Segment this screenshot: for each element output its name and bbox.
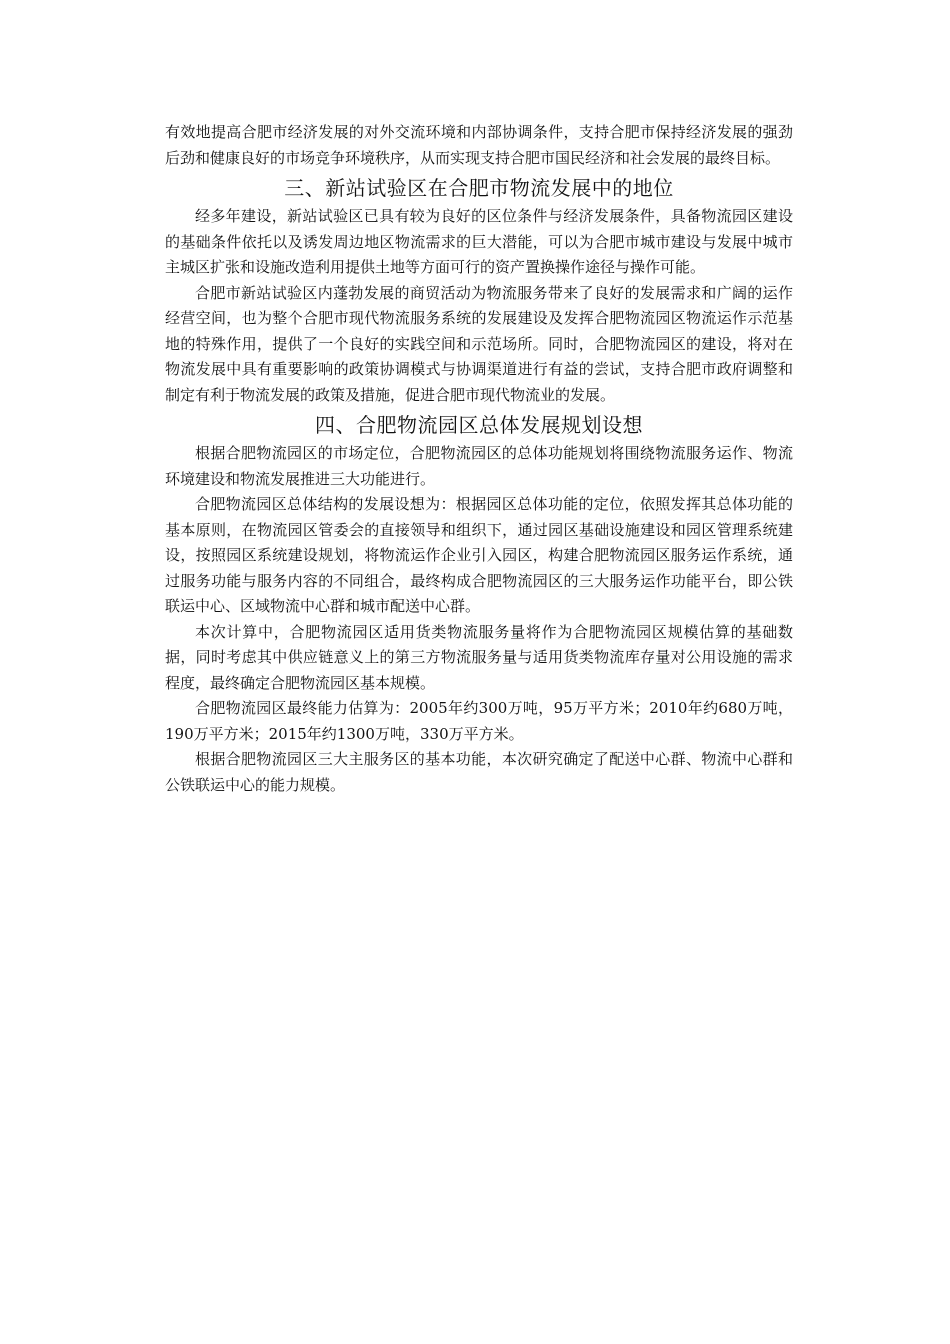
section-4-paragraph-3: 本次计算中，合肥物流园区适用货类物流服务量将作为合肥物流园区规模估算的基础数据，同时考虑其中供应链意义上的第三方物流服务量与适用货类物流库存量对公用设施的需求程度，最终确定合肥物流园区基本规模。 — [165, 622, 793, 692]
section-4-paragraph-5: 根据合肥物流园区三大主服务区的基本功能，本次研究确定了配送中心群、物流中心群和公铁联运中心的能力规模。 — [165, 750, 793, 794]
section-4-paragraph-1: 根据合肥物流园区的市场定位，合肥物流园区的总体功能规划将围绕物流服务运作、物流环境建设和物流发展推进三大功能进行。 — [165, 444, 793, 488]
intro-paragraph: 有效地提高合肥市经济发展的对外交流环境和内部协调条件，支持合肥市保持经济发展的强劲后劲和健康良好的市场竞争环境秩序，从而实现支持合肥市国民经济和社会发展的最终目标。 — [165, 123, 793, 167]
section-4-paragraph-2: 合肥物流园区总体结构的发展设想为：根据园区总体功能的定位，依照发挥其总体功能的基本原则，在物流园区管委会的直接领导和组织下，通过园区基础设施建设和园区管理系统建设，按照园区系统建设规划，将物流运作企业引入园区，构建合肥物流园区服务运作系统，通过服务功能与服务内容的不同组合，最终构成合肥物流园区的三大服务运作功能平台，即公铁联运中心、区域物流中心群和城市配送中心群。 — [165, 495, 793, 615]
section-4-heading: 四、合肥物流园区总体发展规划设想 — [315, 413, 643, 437]
section-3-paragraph-2: 合肥市新站试验区内蓬勃发展的商贸活动为物流服务带来了良好的发展需求和广阔的运作经营空间，也为整个合肥市现代物流服务系统的发展建设及发挥合肥物流园区物流运作示范基地的特殊作用，提供了一个良好的实践空间和示范场所。同时，合肥物流园区的建设，将对在物流发展中具有重要影响的政策协调模式与协调渠道进行有益的尝试，支持合肥市政府调整和制定有利于物流发展的政策及措施，促进合肥市现代物流业的发展。 — [165, 283, 793, 404]
section-4-paragraph-4: 合肥物流园区最终能力估算为：2005年约300万吨，95万平方米；2010年约680万吨，190万平方米；2015年约1300万吨，330万平方米。 — [165, 699, 793, 743]
section-3-paragraph-1: 经多年建设，新站试验区已具有较为良好的区位条件与经济发展条件，具备物流园区建设的基础条件依托以及诱发周边地区物流需求的巨大潜能，可以为合肥市城市建设与发展中城市主城区扩张和设施改造利用提供土地等方面可行的资产置换操作途径与操作可能。 — [165, 207, 793, 276]
section-3-heading: 三、新站试验区在合肥市物流发展中的地位 — [284, 176, 674, 200]
document-body — [165, 120, 793, 798]
